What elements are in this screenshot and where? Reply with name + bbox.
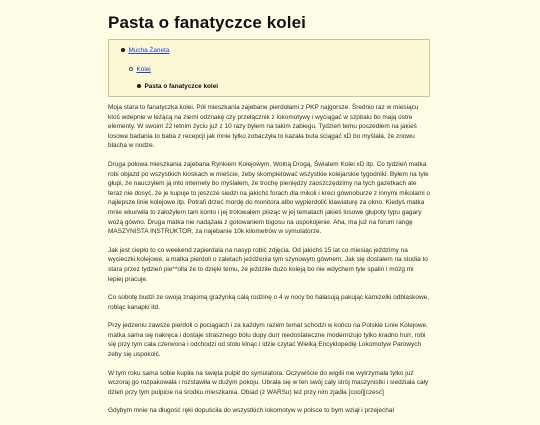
article-paragraph: Gdybym mnie na długość ręki dopuściła do wszystkich lokomotyw w polsce to bym wziął i przejechał: [108, 407, 394, 415]
breadcrumb-item-current: [137, 83, 218, 90]
breadcrumb-current: Pasta o fanatyczce kolei: [144, 83, 219, 90]
breadcrumb-link-kolej[interactable]: Kolej: [136, 66, 151, 73]
article-paragraph: Jak jest ciepło to co weekend zapierdala na nasyp robić zdjęcia. Od jakichś 15 lat co miesiąc jeździmy na wycieczki kolejowe, a matka pierdoli o zaletach jeżdżenia tym szynowym gównem. Jak się dostałem na studia to stara przez tydzień pie**olla że to dzięki temu, że jeździłe dużo koleją bo nie wdychem tyle spalin i mózg mi lepiej pracuje.: [108, 246, 428, 283]
article-paragraph: W tym roku sama sobie kupiła na święta pulpit do symulatora. Oczywiście do wigilii nie wytrzymała tylko już wczoraj go rozpakowała i rozstawiła w dużym pokoju. Ubrała się w ten swój cały strój maszynistki i siedziała cały dzień przy tym pulpicie na środku mieszkania. Obiad (z WARSu) też przy nim zjadła [cool][czesć]: [108, 369, 429, 396]
bullet-icon: [137, 84, 141, 88]
article-paragraph: Druga połowa mieszkania zajebana Rynkiem Kolejowym, Wolną Drogą, Światem Kolei xD itp. Co tydzień matka robi objazd po wszystkich kioskach w mieście, żeby skompletować wszystkie kolejarskie tygodniki. Byłem na tyle głupi, że nauczyłem ją into internety bo myślałem, że trochę pieniędzy zaoszczędzimy na tych gazetkach ale teraz nie dosyć, że je kupuje to jeszcze siedzi na jakichś forach dla mikoli i kreci gównoburze z innymi mikolami o najlepsze linie kolejowe itp. Potrafi drzeć mordę do monitora albo wypierdolić klawiaturę za okno. Kiedyś matka mnie wkurwiła to założyłem tam konto i jej trolowałem pisząc w jej tematach jakieś losowe głupoty typu gagary wożą gówno. Druga matka nie nadążała z gotowaniem bigosu na uspokojenie. Aha, ma już na forum rangę MASZYNISTA INSTRUKTOR, za najebanie 10k kilometrów w symulatorze.: [108, 160, 431, 236]
article-paragraph: Co sobotę budzi ze swoją znajomą grażynką całą rodzinę o 4 w nocy bo hałasują pakując kamizelki odblaskowe, robiąc kanapki itd.: [108, 294, 429, 311]
bullet-icon: [129, 67, 133, 71]
page-title: Pasta o fanatyczce kolei: [108, 13, 306, 32]
article-content: [108, 103, 430, 425]
breadcrumb-link-mucha-zaneta[interactable]: Mucha Żaneta: [128, 47, 170, 54]
bullet-icon: [121, 48, 125, 52]
breadcrumb: [108, 39, 430, 97]
breadcrumb-item-level2: [129, 66, 151, 73]
article-paragraph: Przy jedzeniu zawsze pierdoli o pociągach i za każdym razem temat schodzi w końcu na Polskie Linie Kolejowe, matka sama się nakręca i dostaje strasznego bólu dupy durr niedostateczne modernizujo tylko kradno hurr, robi się przy tym cała czerwona i odchodzi od stołu klnąc i idzie czytać Wielką Encyklopedię Lokomotyw Parowych żeby się uspokoić.: [108, 322, 428, 359]
article-paragraph: Moja stara to fanatyczka kolei. Pół mieszkania zajebane pierdołami z PKP najgorsze. Średnio raz w miesiącu ktoś wdepnie w leżącą na ziemi odznakę czy przełącznik z lokomotywy i wyciągać w szpitalu bo mają ostre elementy. W swoim 22 letnim życiu już z 10 razy byłem na takim zabiegu. Tydzień temu poszedłem na jakieś losowe badania to baba z recepcji jak mnie tylko zobaczyła to kazała buta ściągać xD bo myślała, że znowu blacha w nodze.: [108, 104, 419, 150]
breadcrumb-item-level1: [121, 47, 169, 54]
